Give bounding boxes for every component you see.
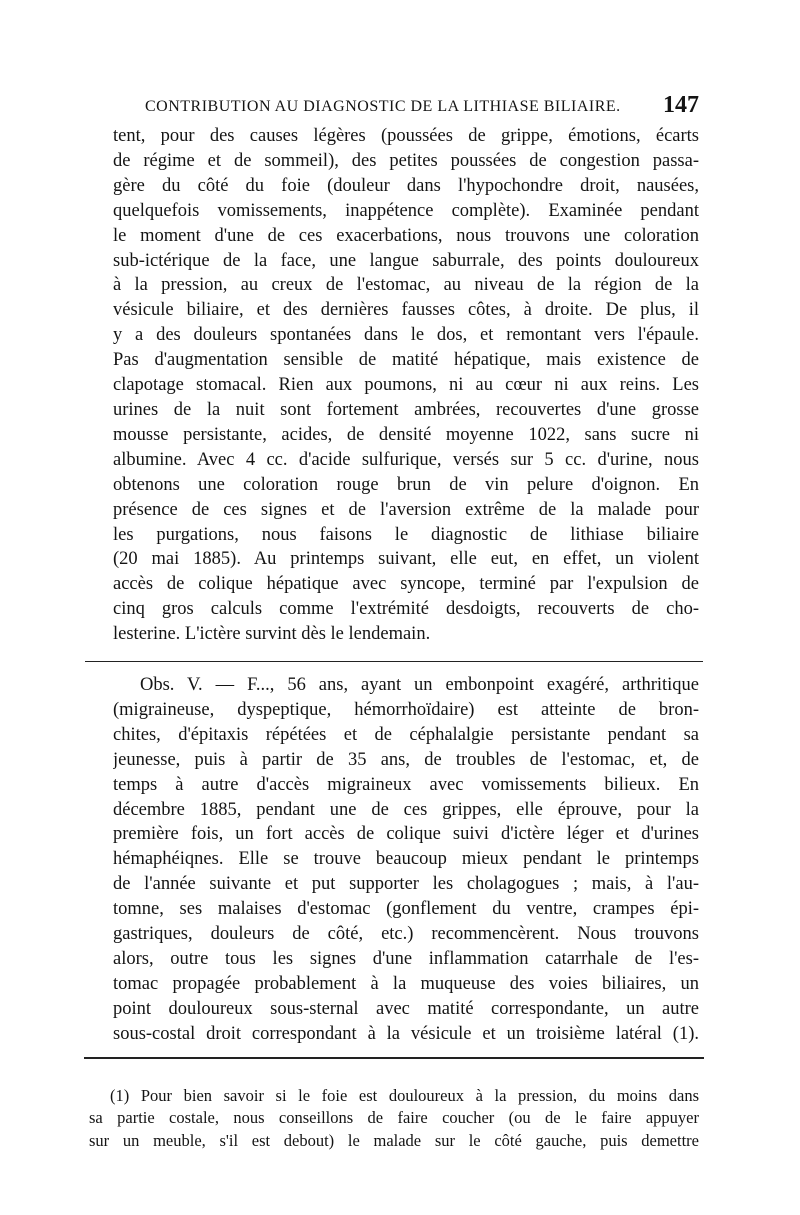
text-line: mousse persistante, acides, de densité moyenne 1022, sans sucre ni xyxy=(113,424,699,445)
text-line: cinq gros calculs comme l'extrémité desdoigts, recouverts de cho- xyxy=(113,599,699,620)
text-line: décembre 1885, pendant une de ces grippes, elle éprouve, pour la xyxy=(113,799,699,820)
text-line: présence de ces signes et de l'aversion extrême de la malade pour xyxy=(113,499,699,520)
running-head xyxy=(113,88,699,124)
footnote-line: sa partie costale, nous conseillons de faire coucher (ou de le faire appuyer xyxy=(89,1108,699,1128)
text-line: sous-costal droit correspondant à la vésicule et un troisième latéral (1). xyxy=(113,1023,699,1044)
text-line: gastriques, douleurs de côté, etc.) recommencèrent. Nous trouvons xyxy=(113,924,699,945)
body-text xyxy=(113,124,699,1047)
text-line: point douloureux sous-sternal avec matité correspondante, un autre xyxy=(113,998,699,1019)
footnote-rule xyxy=(84,1057,704,1059)
footnote xyxy=(89,1085,699,1153)
text-line: Obs. V. — F..., 56 ans, ayant un embonpoint exagéré, arthritique xyxy=(140,675,699,696)
text-line: tent, pour des causes légères (poussées de grippe, émotions, écarts xyxy=(113,126,699,146)
text-line: lesterine. L'ictère survint dès le lendemain. xyxy=(113,624,431,645)
text-line: vésicule biliaire, et des dernières fausses côtes, à droite. De plus, il xyxy=(113,300,699,321)
text-line: clapotage stomacal. Rien aux poumons, ni au cœur ni aux reins. Les xyxy=(113,375,699,396)
footnote-line: (1) Pour bien savoir si le foie est douloureux à la pression, du moins dans xyxy=(110,1085,699,1105)
text-line: chites, d'épitaxis répétées et de céphalalgie persistante pendant sa xyxy=(113,724,699,745)
text-line: gère du côté du foie (douleur dans l'hypochondre droit, nausées, xyxy=(113,175,699,196)
text-line: de régime et de sommeil), des petites poussées de congestion passa- xyxy=(113,150,699,171)
text-line: tomne, ses malaises d'estomac (gonflement du ventre, crampes épi- xyxy=(113,899,699,920)
footnote-line: sur un meuble, s'il est debout) le malade sur le côté gauche, puis demettre xyxy=(89,1130,699,1150)
text-line: accès de colique hépatique avec syncope, terminé par l'expulsion de xyxy=(113,574,699,595)
text-line: (20 mai 1885). Au printemps suivant, elle eut, en effet, un violent xyxy=(113,549,699,570)
text-line: albumine. Avec 4 cc. d'acide sulfurique, versés sur 5 cc. d'urine, nous xyxy=(113,449,699,470)
text-line: alors, outre tous les signes d'une inflammation catarrhale de l'es- xyxy=(113,949,699,969)
text-line: y a des douleurs spontanées dans le dos, et remontant vers l'épaule. xyxy=(113,325,699,346)
running-title: CONTRIBUTION AU DIAGNOSTIC DE LA LITHIASE BILIAIRE. xyxy=(145,98,621,115)
page-number: 147 xyxy=(663,92,699,118)
paragraph-case-continued xyxy=(113,124,699,647)
text-line: première fois, un fort accès de colique suivi d'ictère léger et d'urines xyxy=(113,824,699,845)
text-line: Pas d'augmentation sensible de matité hépatique, mais existence de xyxy=(113,350,699,371)
text-line: quelquefois vomissements, inappétence complète). Examinée pendant xyxy=(113,200,699,221)
text-line: tomac propagée probablement à la muqueuse des voies biliaires, un xyxy=(113,973,699,994)
text-line: obtenons une coloration rouge brun de vin pelure d'oignon. En xyxy=(113,474,699,495)
text-line: temps à autre d'accès migraineux avec vomissements bilieux. En xyxy=(113,774,699,795)
text-line: urines de la nuit sont fortement ambrées, recouvertes d'une grosse xyxy=(113,399,699,420)
text-line: le moment d'une de ces exacerbations, nous trouvons une coloration xyxy=(113,225,699,246)
text-line: hémaphéiqnes. Elle se trouve beaucoup mieux pendant le printemps xyxy=(113,849,699,870)
book-page xyxy=(89,88,699,1152)
text-line: sub-ictérique de la face, une langue saburrale, des points douloureux xyxy=(113,250,699,271)
text-line: à la pression, au creux de l'estomac, au niveau de la région de la xyxy=(113,275,699,296)
text-line: de l'année suivante et put supporter les cholagogues ; mais, à l'au- xyxy=(113,874,699,895)
text-line: jeunesse, puis à partir de 35 ans, de troubles de l'estomac, et, de xyxy=(113,749,699,770)
text-line: les purgations, nous faisons le diagnostic de lithiase biliaire xyxy=(113,524,699,545)
paragraph-observation-5 xyxy=(113,673,699,1047)
text-line: (migraineuse, dyspeptique, hémorrhoïdaire) est atteinte de bron- xyxy=(113,699,699,720)
